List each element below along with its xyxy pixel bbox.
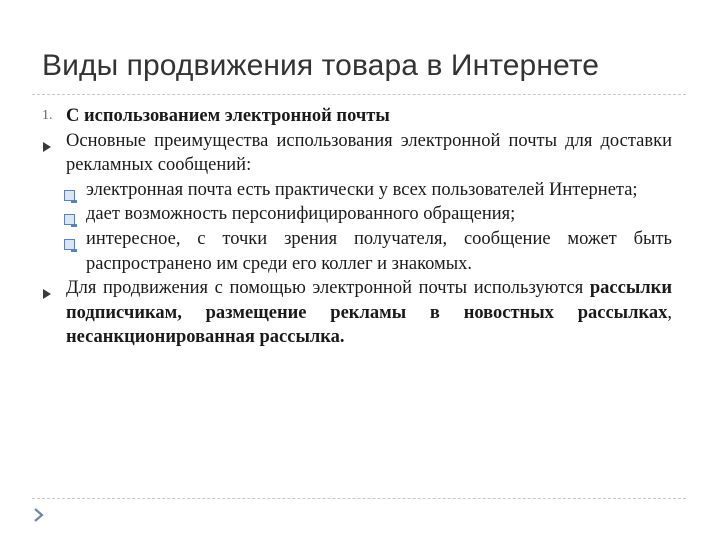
sub-item-text: дает возможность персонифицированного обращения; — [86, 204, 516, 225]
slide-content — [42, 104, 672, 350]
numbered-item — [42, 104, 672, 129]
triangle-bullet-icon — [42, 283, 52, 308]
footer-divider — [32, 498, 686, 499]
sub-item-text: электронная почта есть практически у всех пользователей Интернета; — [86, 179, 638, 200]
bullet-text-bold: рассылки подписчикам, размещение рекламы в новостных рассылках — [66, 278, 672, 323]
sub-item — [42, 202, 672, 227]
next-slide-arrow-icon[interactable] — [32, 508, 46, 522]
slide-title: Виды продвижения товара в Интернете — [42, 49, 600, 82]
sub-item-text: интересное, с точки зрения получателя, сообщение может быть распространено им среди его коллег и знакомых. — [86, 228, 672, 274]
title-divider — [32, 94, 686, 95]
checkbox-bullet-icon — [64, 233, 75, 258]
bullet-item-advantages — [42, 129, 672, 178]
bullet-text-start: Для продвижения с помощью электронной почты используются — [66, 278, 590, 299]
bullet-text-separator: , — [667, 302, 672, 323]
numbered-item-text: С использованием электронной почты — [66, 106, 390, 126]
bullet-text-bold-end: несанкционированная рассылка. — [66, 327, 345, 348]
item-number: 1. — [42, 108, 53, 123]
triangle-bullet-icon — [42, 136, 52, 161]
sub-item — [42, 178, 672, 203]
bullet-item-methods — [42, 276, 672, 350]
bullet-text: Основные преимущества использования электронной почты для доставки рекламных сообщений: — [66, 130, 672, 176]
sub-item — [42, 227, 672, 276]
